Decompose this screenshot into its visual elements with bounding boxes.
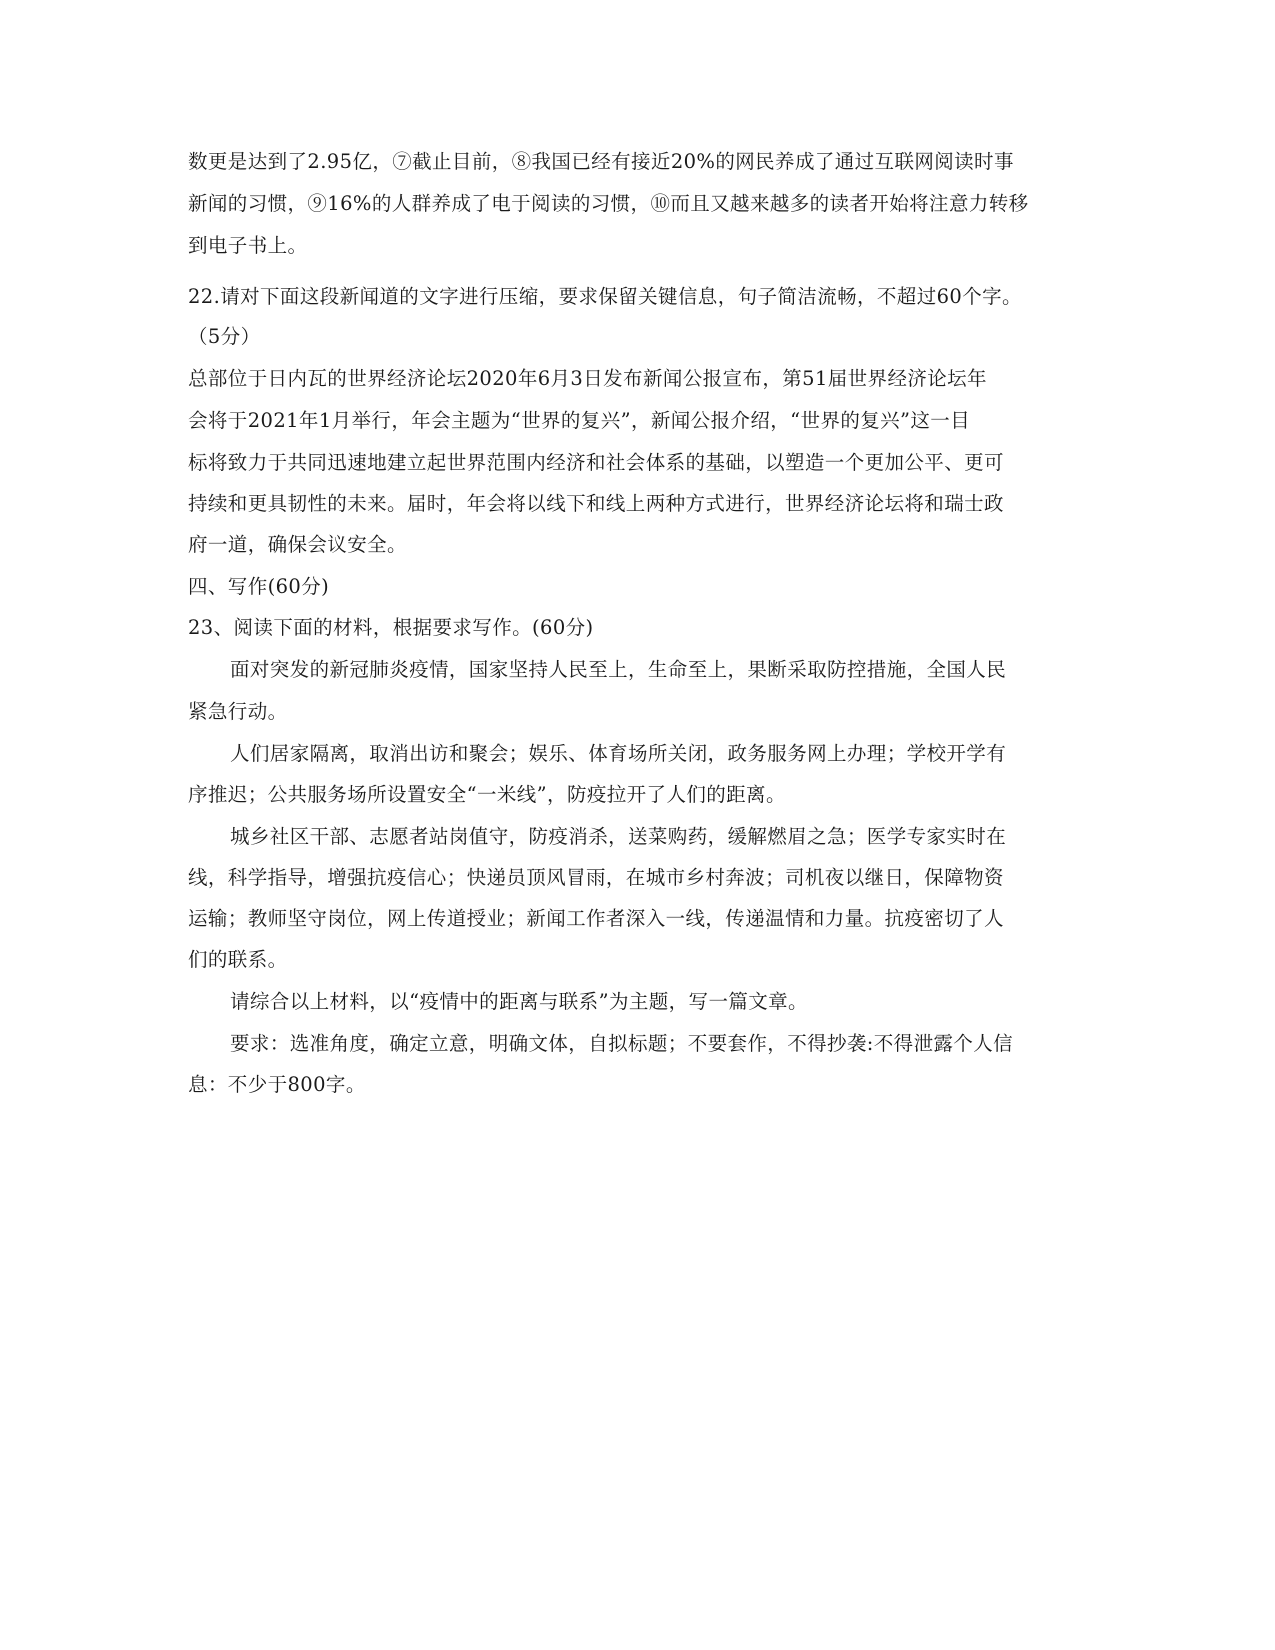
section-heading: 四、写作(60分) xyxy=(188,575,330,598)
question-23-prompt: 23、阅读下面的材料，根据要求写作。(60分) xyxy=(188,616,594,639)
text-line: 线，科学指导，增强抗疫信心；快递员顶风冒雨，在城市乡村奔波；司机夜以继日，保障物资 xyxy=(188,866,1004,889)
text-line: 城乡社区干部、志愿者站岗值守，防疫消杀，送菜购药，缓解燃眉之急；医学专家实时在 xyxy=(230,825,1007,848)
text-line: 请综合以上材料，以“疫情中的距离与联系”为主题，写一篇文章。 xyxy=(230,990,808,1013)
text-line: 面对突发的新冠肺炎疫情，国家坚持人民至上，生命至上，果断采取防控措施，全国人民 xyxy=(230,658,1007,681)
text-line: 紧急行动。 xyxy=(188,700,288,723)
text-line: 持续和更具韧性的未来。届时，年会将以线下和线上两种方式进行，世界经济论坛将和瑞士政 xyxy=(188,492,1004,515)
text-line: 数更是达到了2.95亿，⑦截止目前，⑧我国已经有接近20%的网民养成了通过互联网阅读时事 xyxy=(188,150,1014,173)
text-line: 人们居家隔离，取消出访和聚会；娱乐、体育场所关闭，政务服务网上办理；学校开学有 xyxy=(230,742,1007,765)
text-line: 总部位于日内瓦的世界经济论坛2020年6月3日发布新闻公报宣布，第51届世界经济论坛年 xyxy=(188,367,987,390)
question-22-prompt: 22.请对下面这段新闻道的文字进行压缩，要求保留关键信息，句子简洁流畅，不超过60个字。 xyxy=(188,285,1022,308)
text-line: 会将于2021年1月举行，年会主题为“世界的复兴”，新闻公报介绍，“世界的复兴”这一目 xyxy=(188,409,971,432)
text-line: 府一道，确保会议安全。 xyxy=(188,533,407,556)
requirements-line: 息：不少于800字。 xyxy=(188,1073,366,1096)
question-22-score: （5分） xyxy=(188,325,261,348)
text-line: 标将致力于共同迅速地建立起世界范围内经济和社会体系的基础，以塑造一个更加公平、更可 xyxy=(188,451,1004,474)
text-line: 序推迟；公共服务场所设置安全“一米线”，防疫拉开了人们的距离。 xyxy=(188,783,786,806)
text-line: 到电子书上。 xyxy=(188,234,308,257)
text-line: 新闻的习惯，⑨16%的人群养成了电于阅读的习惯，⑩而且又越来越多的读者开始将注意力转移 xyxy=(188,192,1029,215)
text-line: 运输；教师坚守岗位，网上传道授业；新闻工作者深入一线，传递温情和力量。抗疫密切了人 xyxy=(188,907,1004,930)
requirements-line: 要求：选准角度，确定立意，明确文体，自拟标题；不要套作，不得抄袭:不得泄露个人信 xyxy=(230,1032,1014,1055)
text-line: 们的联系。 xyxy=(188,948,288,971)
